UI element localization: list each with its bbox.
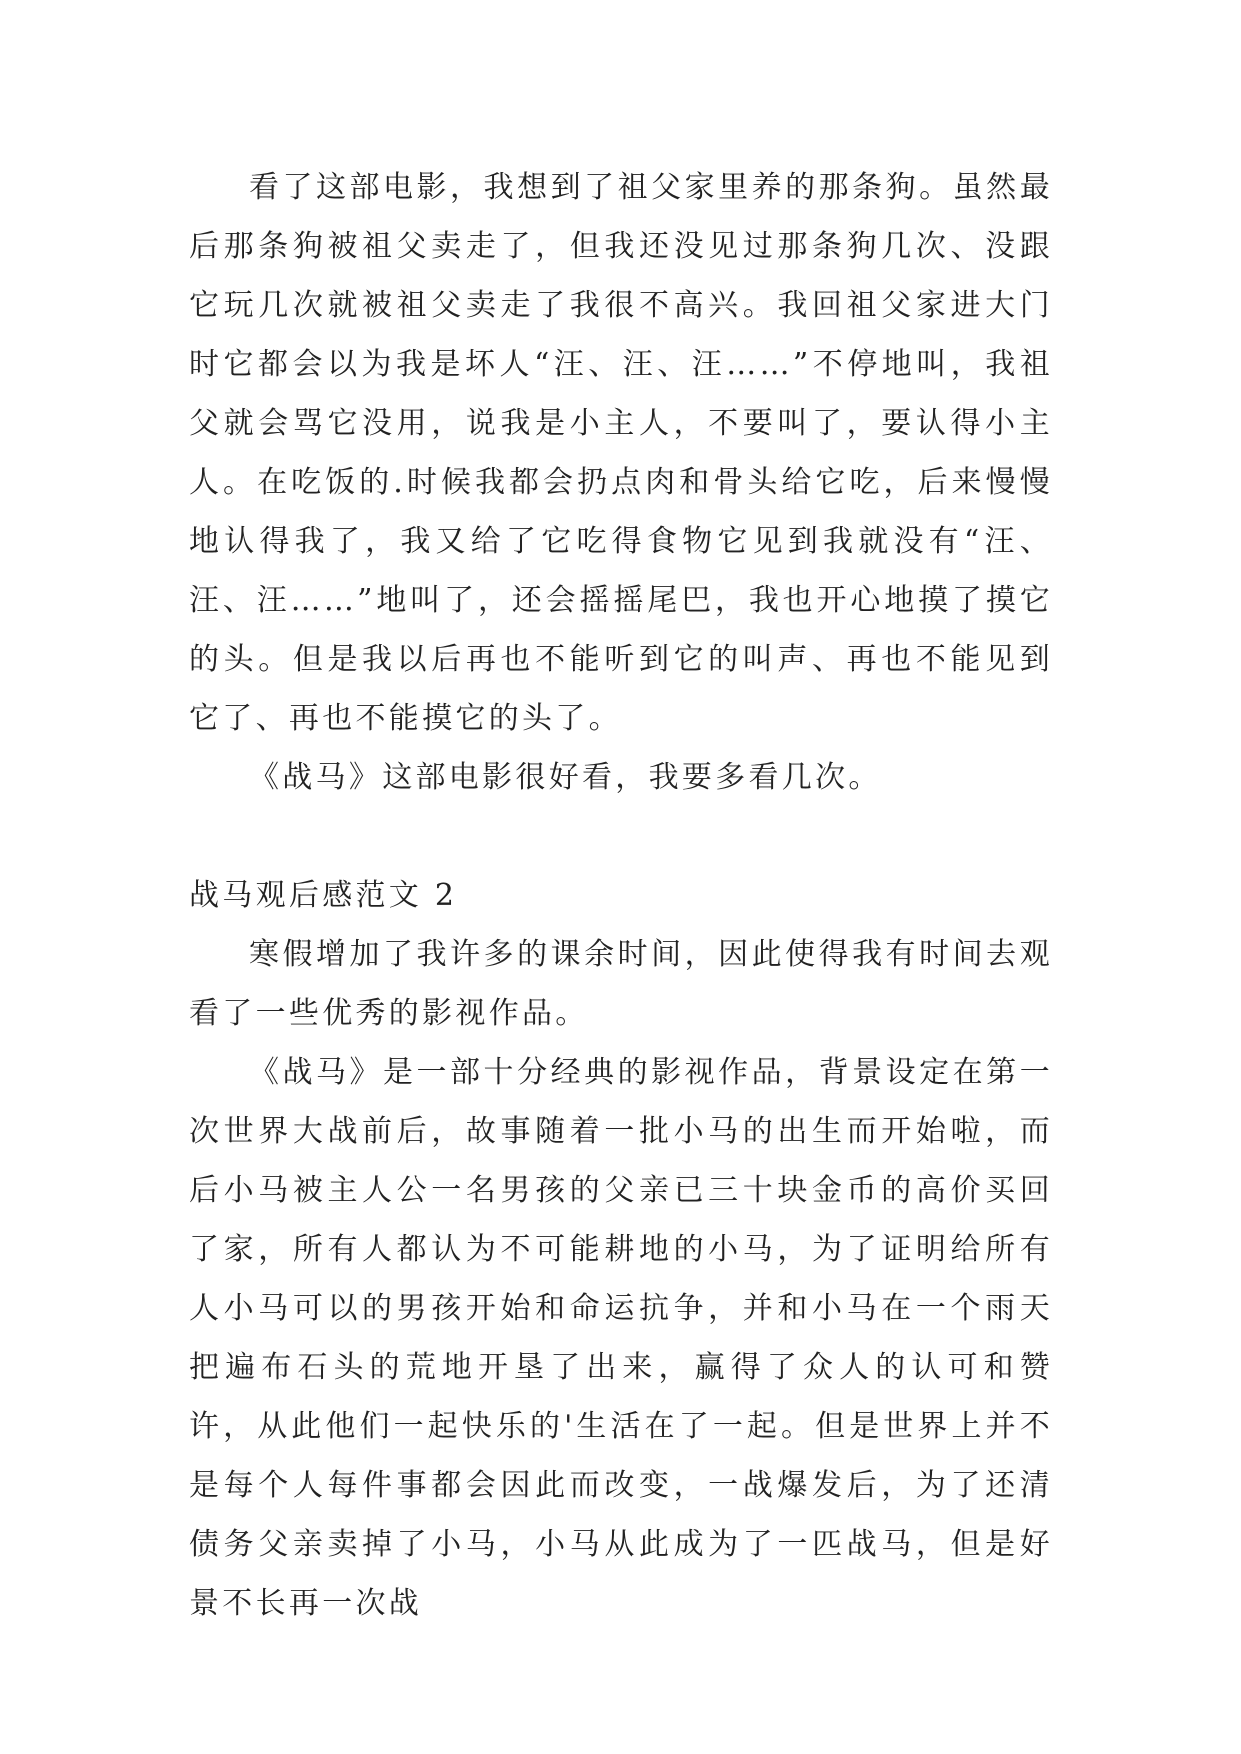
paragraph-movie-recommendation: 《战马》这部电影很好看，我要多看几次。	[249, 760, 882, 795]
paragraph-winter-break: 寒假增加了我许多的课余时间，因此使得我有时间去观看了一些优秀的影视作品。	[189, 937, 1053, 1031]
paragraph-dog-memory: 看了这部电影，我想到了祖父家里养的那条狗。虽然最后那条狗被祖父卖走了，但我还没见过那条狗几次、没跟它玩几次就被祖父卖走了我很不高兴。我回祖父家进大门时它都会以为我是坏人“汪、汪、汪……”不停地叫，我祖父就会骂它没用，说我是小主人，不要叫了，要认得小主人。在吃饭的.时候我都会扔点肉和骨头给它吃，后来慢慢地认得我了，我又给了它吃得食物它见到我就没有“汪、汪、汪……”地叫了，还会摇摇尾巴，我也开心地摸了摸它的头。但是我以后再也不能听到它的叫声、再也不能见到它了、再也不能摸它的头了。	[189, 170, 1053, 736]
paragraph-war-horse-story: 《战马》是一部十分经典的影视作品，背景设定在第一次世界大战前后，故事随着一批小马的出生而开始啦，而后小马被主人公一名男孩的父亲已三十块金币的高价买回了家，所有人都认为不可能耕地的小马，为了证明给所有人小马可以的男孩开始和命运抗争，并和小马在一个雨天把遍布石头的荒地开垦了出来，赢得了众人的认可和赞许，从此他们一起快乐的'生活在了一起。但是世界上并不是每个人每件事都会因此而改变，一战爆发后，为了还清债务父亲卖掉了小马，小马从此成为了一匹战马，但是好景不长再一次战	[189, 1055, 1053, 1621]
document-body	[189, 158, 1053, 1633]
section-heading: 战马观后感范文 2	[189, 878, 458, 913]
